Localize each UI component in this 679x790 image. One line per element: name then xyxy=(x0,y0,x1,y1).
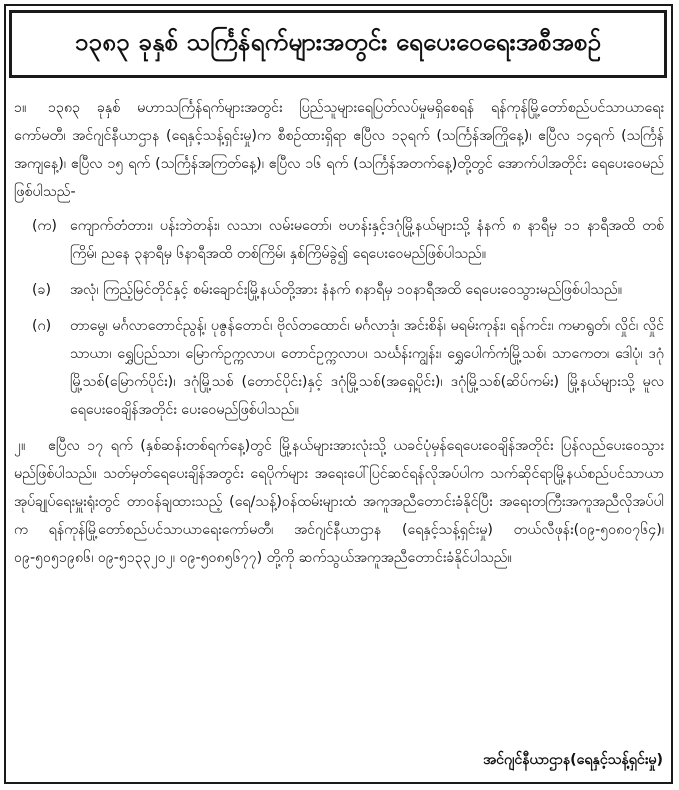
paragraph-2-number: ၂။ xyxy=(14,438,26,454)
title-box xyxy=(9,10,667,78)
paragraph-1-number: ၁။ xyxy=(14,100,27,116)
sub-item-ga xyxy=(14,312,664,424)
sub-item-ka-label: (က) xyxy=(32,218,57,234)
sub-item-kha-label: (ခ) xyxy=(32,282,52,298)
paragraph-1-text: ၁၃၈၃ ခုနှစ် မဟာသင်္ကြန်ရက်များအတွင်း ပြည်သူများရေပြတ်လပ်မှုမရှိစေရန် ရန်ကုန်မြို့တော်စည်ပင်သာယာရေးကော်မတီ၊ အင်ဂျင်နီယာဌာန (ရေနှင့်သန့်ရှင်းမှု)က စီစဉ်ထားရှိရာ ဧပြီလ ၁၃ရက် (သင်္ကြန်အကြိုနေ့)၊ ဧပြီလ ၁၄ရက် (သင်္ကြန်အကျနေ့)၊ ဧပြီလ ၁၅ ရက် (သင်္ကြန်အကြတ်နေ့)၊ ဧပြီလ ၁၆ ရက် (သင်္ကြန်အတက်နေ့)တို့တွင် အောက်ပါအတိုင်း ရေပေးဝေမည်ဖြစ်ပါသည်- xyxy=(14,100,664,200)
sub-item-ka-text: ကျောက်တံတား၊ ပန်းဘဲတန်း၊ လသာ၊ လမ်းမတော်၊ ဗဟန်းနှင့်ဒဂုံမြို့နယ်များသို့ နံနက် ၈ နာရီမှ ၁၁ နာရီအထိ တစ်ကြိမ်၊ ညနေ ၃နာရီမှ ၆နာရီအထိ တစ်ကြိမ်၊ နှစ်ကြိမ်ခွဲ၍ ရေပေးဝေမည်ဖြစ်ပါသည်။ xyxy=(70,218,664,262)
signature: အင်ဂျင်နီယာဌာန(ရေနှင့်သန့်ရှင်းမှု) xyxy=(483,752,663,768)
paragraph-2 xyxy=(14,432,664,572)
notice-title: ၁၃၈၃ ခုနှစ် သင်္ကြန်ရက်များအတွင်း ရေပေးဝေရေးအစီအစဉ် xyxy=(74,28,602,56)
sub-item-kha-text: အလုံ၊ ကြည့်မြင်တိုင်နှင့် စမ်းချောင်းမြို့နယ်တို့အား နံနက် ၈နာရီမှ ၁၀နာရီအထိ ရေပေးဝေသွားမည်ဖြစ်ပါသည်။ xyxy=(70,282,623,298)
paragraph-1 xyxy=(14,94,664,206)
sub-item-ga-text: တာမွေ၊ မင်္ဂလာတောင်ညွန့်၊ ပုဇွန်တောင်၊ ဗိုလ်တထောင်၊ မင်္ဂလာဒုံ၊ အင်းစိန်၊ မရမ်းကုန်း၊ ရန်ကင်း၊ ကမာရွတ်၊ လှိုင်၊ လှိုင်သာယာ၊ ရွှေပြည်သာ၊ မြောက်ဥက္ကလာပ၊ တောင်ဥက္ကလာပ၊ သင်္ဃန်းကျွန်း၊ ရွှေပေါက်ကံမြို့သစ်၊ သာကေတ၊ ဒေါပုံ၊ ဒဂုံမြို့သစ်(မြောက်ပိုင်း)၊ ဒဂုံမြို့သစ် (တောင်ပိုင်း)နှင့် ဒဂုံမြို့သစ်(အရှေ့ပိုင်း)၊ ဒဂုံမြို့သစ်(ဆိပ်ကမ်း) မြို့နယ်များသို့ မူလရေပေးဝေချိန်အတိုင်း ပေးဝေမည်ဖြစ်ပါသည်။ xyxy=(70,318,664,418)
notice-body xyxy=(14,94,664,578)
sub-item-ka xyxy=(14,212,664,268)
sub-item-ga-label: (ဂ) xyxy=(32,318,52,334)
sub-item-kha xyxy=(14,276,664,304)
paragraph-2-text: ဧပြီလ ၁၇ ရက် (နှစ်ဆန်းတစ်ရက်နေ့)တွင် မြို့နယ်များအားလုံးသို့ ယခင်ပုံမှန်ရေပေးဝေချိန်အတိုင်း ပြန်လည်ပေးဝေသွားမည်ဖြစ်ပါသည်။ သတ်မှတ်ရေပေးချိန်အတွင်း ရေပိုက်များ အရေးပေါ်ပြင်ဆင်ရန်လိုအပ်ပါက သက်ဆိုင်ရာမြို့နယ်စည်ပင်သာယာအုပ်ချုပ်ရေးမှူးရုံးတွင် တာဝန်ချထားသည့် (ရေ/သန့်)ဝန်ထမ်းများထံ အကူအညီတောင်းခံနိုင်ပြီး အရေးတကြီးအကူအညီလိုအပ်ပါက ရန်ကုန်မြို့တော်စည်ပင်သာယာရေးကော်မတီ၊ အင်ဂျင်နီယာဌာန (ရေနှင့်သန့်ရှင်းမှု) တယ်လီဖုန်း(၀၉-၅၀၈၀၇၆၄)၊ ၀၉-၅၀၅၁၉၈၆၊ ၀၉-၅၁၃၃၂၀၂၊ ၀၉-၅၀၈၅၆၇၇) တို့ကို ဆက်သွယ်အကူအညီတောင်းခံနိုင်ပါသည်။ xyxy=(14,438,664,566)
